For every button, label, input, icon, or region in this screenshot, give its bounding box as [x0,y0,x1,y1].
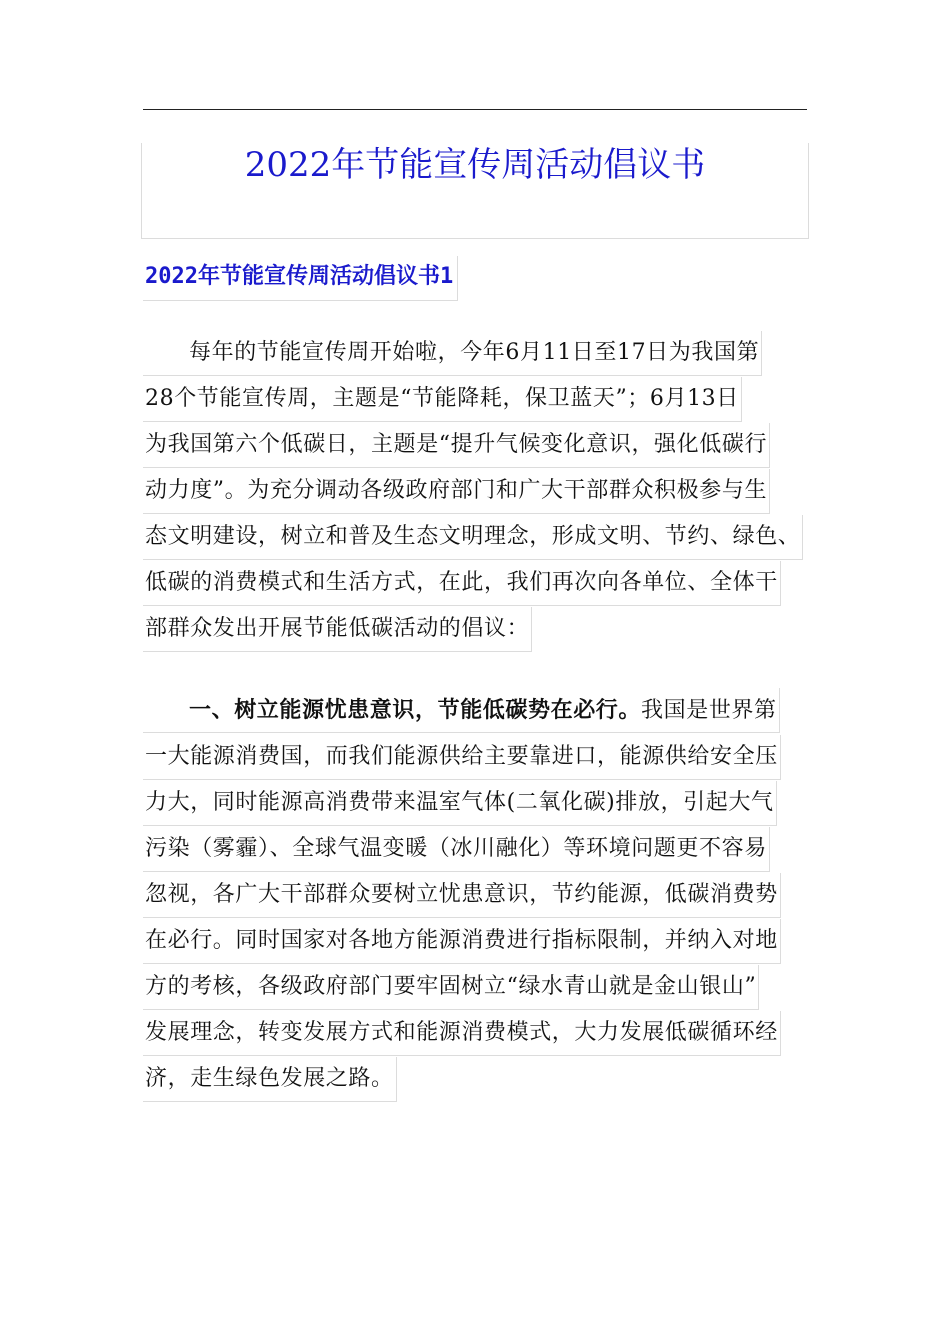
paragraph-line-text: 部群众发出开展节能低碳活动的倡议： [145,616,530,641]
paragraph-line-text: 为我国第六个低碳日，主题是“提升气候变化意识，强化低碳行 [145,432,768,457]
point-one-heading: 一、树立能源忧患意识，节能低碳势在必行。 [189,697,642,723]
paragraph-line [143,606,813,652]
paragraph-point-one [143,688,813,1102]
paragraph-line [143,468,813,514]
paragraph-line [143,872,813,918]
header-rule [143,109,807,110]
paragraph-line-text: 28个节能宣传周，主题是“节能降耗，保卫蓝天”；6月13日 [145,386,739,411]
paragraph-line [143,1056,813,1102]
paragraph-line-text: 在必行。同时国家对各地方能源消费进行指标限制，并纳入对地 [145,928,778,953]
paragraph-line [143,560,813,606]
paragraph-line [143,422,813,468]
paragraph-line [143,918,813,964]
paragraph-line [143,1010,813,1056]
paragraph-line [143,376,813,422]
paragraph-line-text: 每年的节能宣传周开始啦，今年6月11日至17日为我国第 [189,340,760,365]
section-heading: 2022年节能宣传周活动倡议书1 [143,256,458,301]
paragraph-line [143,826,813,872]
paragraph-line-text: 一大能源消费国，而我们能源供给主要靠进口，能源供给安全压 [145,744,778,769]
paragraph-line-text: 方的考核，各级政府部门要牢固树立“绿水青山就是金山银山” [145,974,757,999]
paragraph-intro [143,330,813,652]
paragraph-line [143,780,813,826]
paragraph-line-text: 济，走生绿色发展之路。 [145,1066,394,1091]
paragraph-line-text: 发展理念，转变发展方式和能源消费模式，大力发展低碳循环经 [145,1020,778,1045]
paragraph-line-text: 态文明建设，树立和普及生态文明理念，形成文明、节约、绿色、 [145,524,801,549]
paragraph-line [143,514,813,560]
paragraph-line [143,688,813,734]
paragraph-line-text: 低碳的消费模式和生活方式，在此，我们再次向各单位、全体干 [145,570,778,595]
paragraph-line-text: 污染（雾霾）、全球气温变暖（冰川融化）等环境问题更不容易 [145,836,767,861]
paragraph-line [143,964,813,1010]
paragraph-line-text: 动力度”。为充分调动各级政府部门和广大干部群众积极参与生 [145,478,768,503]
document-title: 2022年节能宣传周活动倡议书 [244,145,706,185]
paragraph-line [143,330,813,376]
paragraph-line-text: 力大，同时能源高消费带来温室气体(二氧化碳)排放，引起大气 [145,790,774,815]
paragraph-line-text: 我国是世界第 [641,698,777,723]
paragraph-line [143,734,813,780]
title-frame [141,143,809,239]
paragraph-line-text: 忽视，各广大干部群众要树立忧患意识，节约能源，低碳消费势 [145,882,778,907]
